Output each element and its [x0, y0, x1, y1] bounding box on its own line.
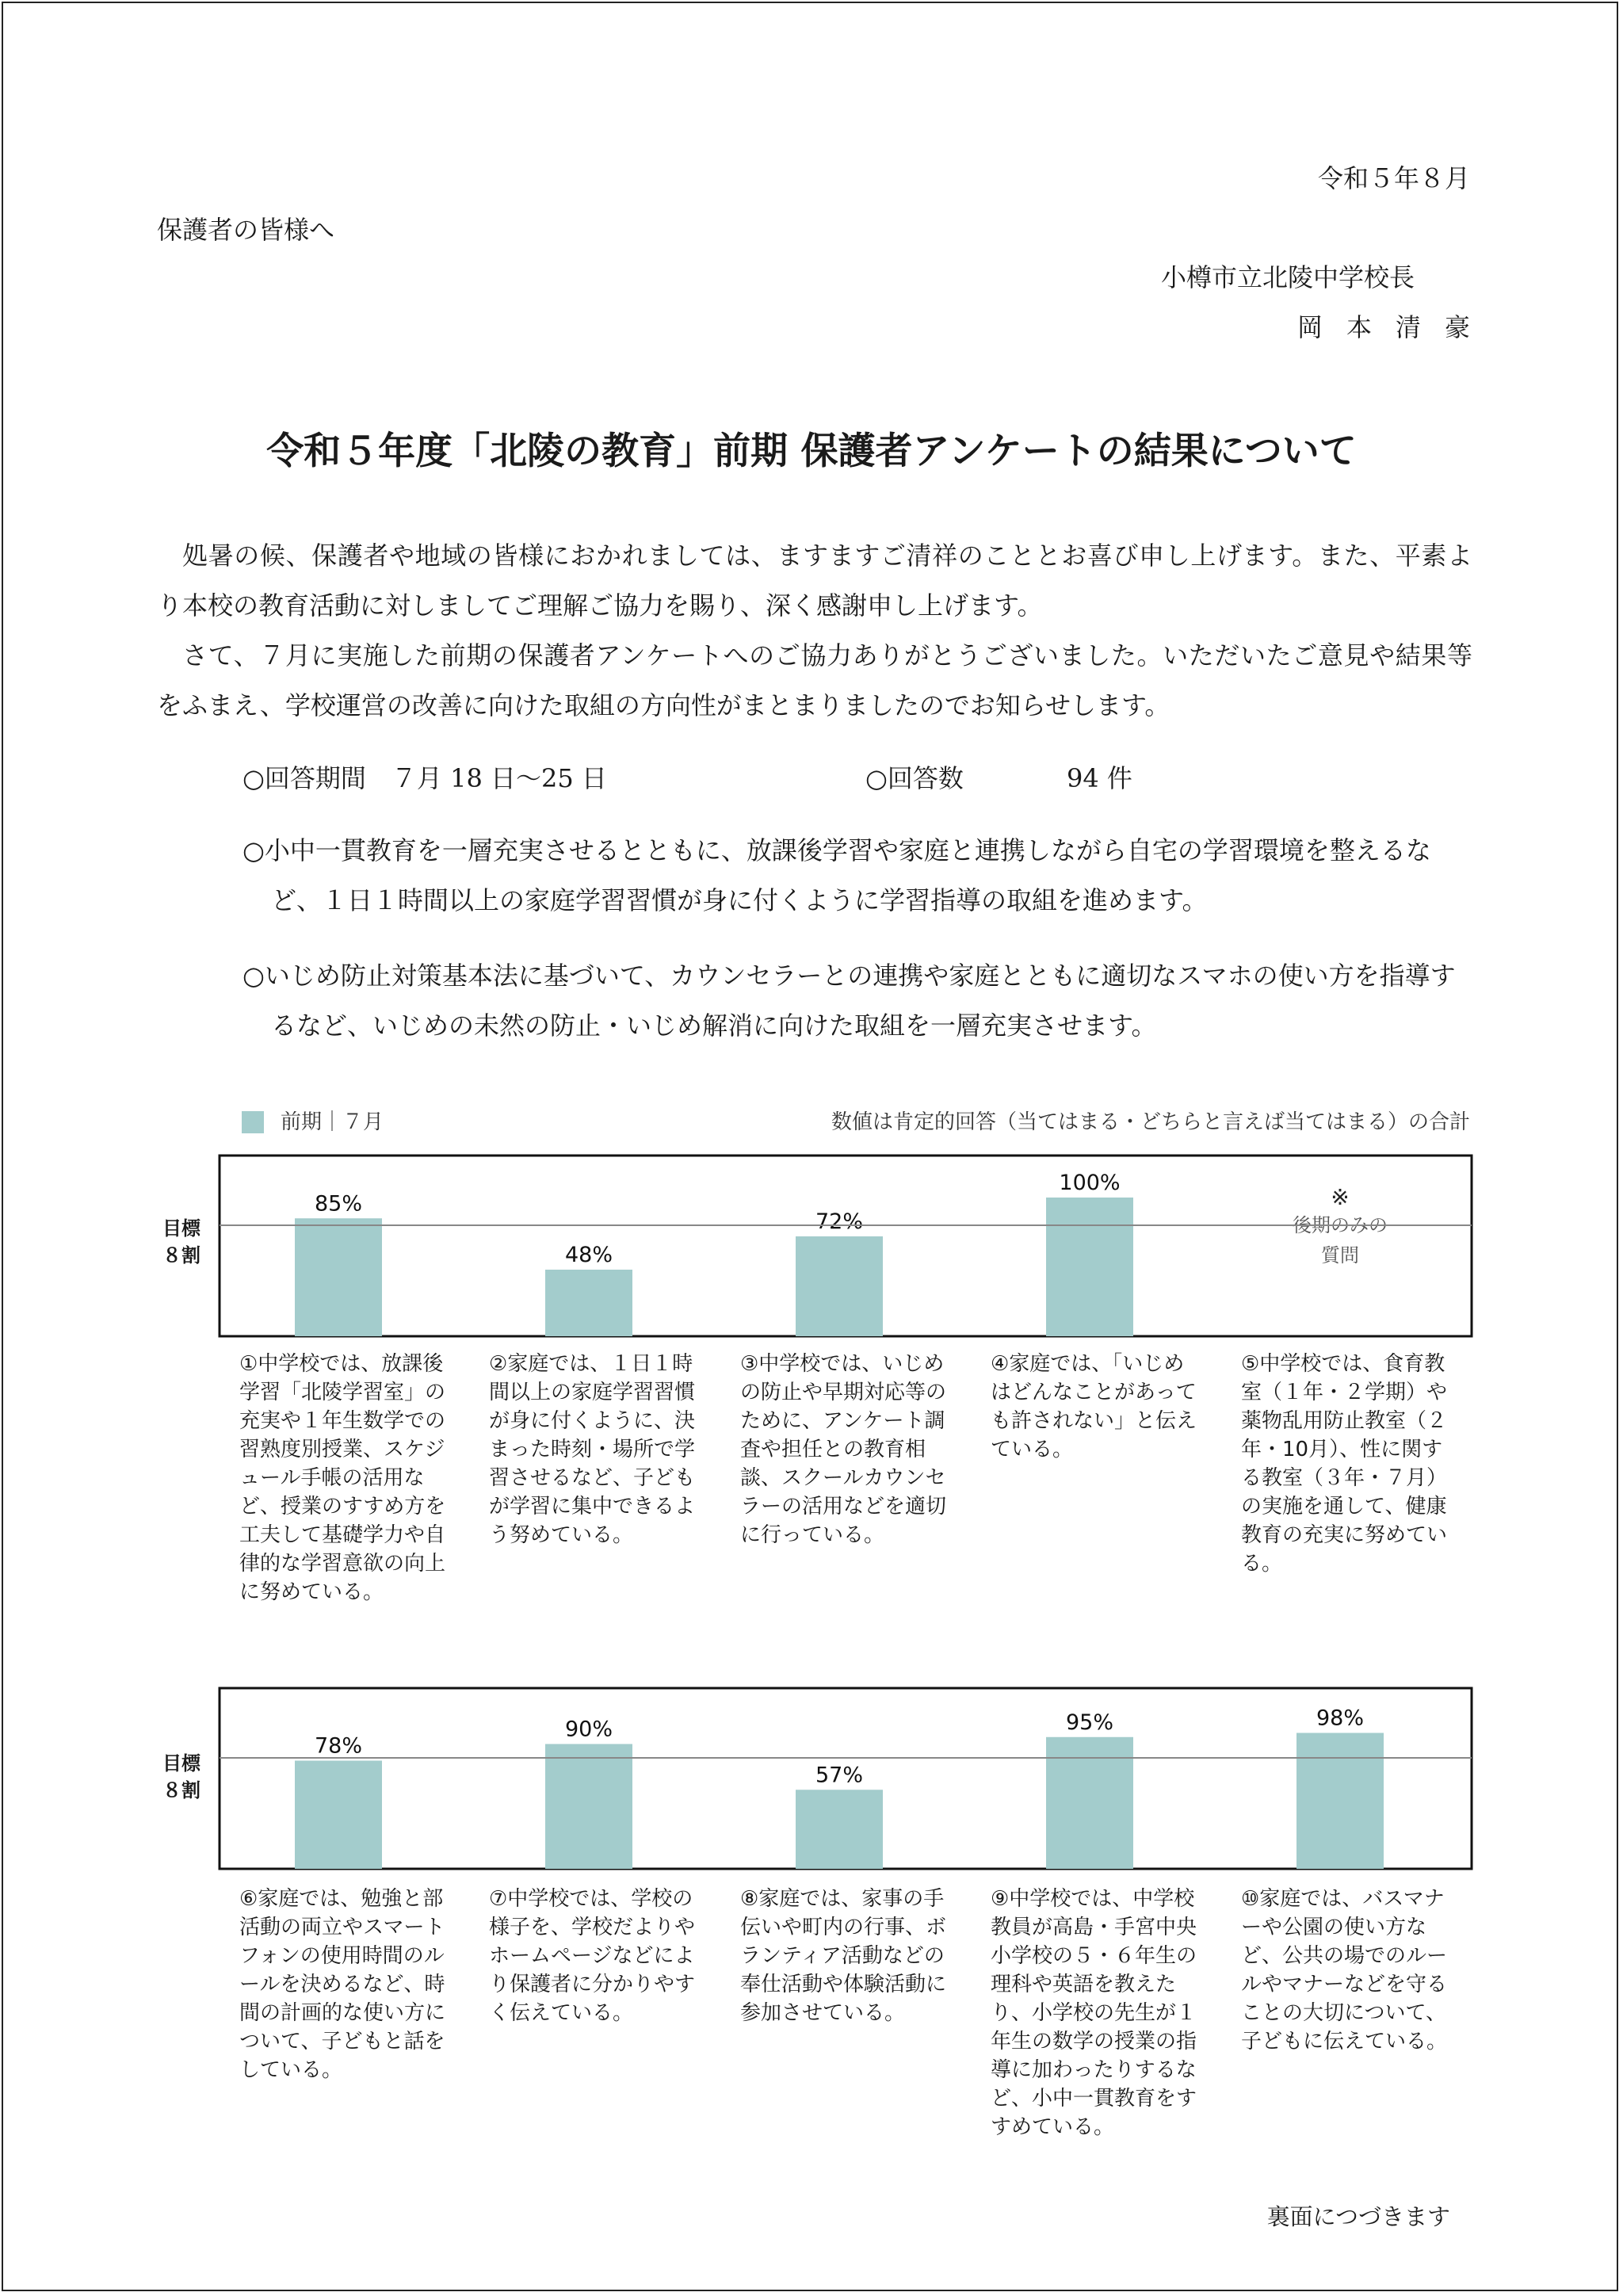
question-text: ③中学校では、いじめの防止や早期対応等のために、アンケート調査や担任との教育相談、スクールカウンセラーの活用などを適切に行っている。 [740, 1352, 947, 1547]
question-text: ⑥家庭では、勉強と部活動の両立やスマートフォンの使用時間のルールを決めるなど、時間の計画的な使い方について、子どもと話をしている。 [239, 1887, 446, 2082]
response-count-label: ○回答数 [865, 763, 964, 793]
chart-upper-svg [220, 1156, 1472, 1336]
question-text: ⑨中学校では、中学校教員が高島・手宮中央小学校の５・６年生の理科や英語を教えたり、小学校の先生が１年生の数学の授業の指導に加わったりするなど、小中一貫教育をすすめている。 [991, 1887, 1197, 2139]
note-mark: ※ [1331, 1184, 1350, 1210]
question-text: ⑩家庭では、バスマナーや公園の使い方など、公共の場でのルールやマナーなどを守ることの大切について、子どもに伝えている。 [1241, 1887, 1448, 2053]
chart-upper [220, 1156, 1472, 1336]
chart-lower [220, 1688, 1472, 1869]
bar-value-label: 48% [564, 1243, 613, 1267]
legend-swatch [242, 1111, 264, 1133]
question-text: ⑧家庭では、家事の手伝いや町内の行事、ボランティア活動などの奉仕活動や体験活動に参加させている。 [740, 1887, 947, 2025]
question-text: ⑦中学校では、学校の様子を、学校だよりやホームページなどにより保護者に分かりやすく伝えている。 [489, 1887, 696, 2025]
chart-lower-svg [220, 1688, 1472, 1869]
principal-name: 岡本清豪 [1296, 312, 1494, 342]
chart-bar [545, 1270, 632, 1336]
addressee: 保護者の皆様へ [157, 215, 335, 245]
chart-note: 数値は肯定的回答（当てはまる・どちらと言えば当てはまる）の合計 [831, 1110, 1470, 1134]
continued-note: 裏面につづきます [1266, 2203, 1450, 2230]
question-text: ④家庭では、「いじめはどんなことがあっても許されない」と伝えている。 [991, 1352, 1197, 1461]
bar-value-label: 90% [564, 1717, 613, 1742]
chart-bar [295, 1761, 382, 1870]
target-label: 目標 ８割 [162, 1217, 200, 1266]
chart-bar [1046, 1198, 1133, 1336]
legend-label: 前期｜７月 [281, 1110, 384, 1134]
bar-value-label: 57% [815, 1763, 864, 1788]
bar-value-label: 100% [1059, 1171, 1121, 1195]
bar-value-label: 98% [1316, 1706, 1365, 1731]
bar-value-label: 95% [1065, 1710, 1114, 1735]
question-text: ②家庭では、１日１時間以上の家庭学習習慣が身に付くように、決まった時刻・場所で学習させるなど、子どもが学習に集中できるよう努めている。 [489, 1352, 696, 1547]
school-name: 小樽市立北陵中学校長 [1160, 262, 1415, 292]
chart-bar [796, 1790, 883, 1869]
note-text: 後期のみの [1293, 1214, 1388, 1236]
bar-value-label: 85% [314, 1191, 363, 1217]
chart-bar [545, 1744, 632, 1870]
chart-bar [295, 1218, 382, 1336]
policy-bullet-learning: ○小中一貫教育を一層充実させるとともに、放課後学習や家庭と連携しながら自宅の学習環境を整えるなど、１日１時間以上の家庭学習習慣が身に付くように学習指導の取組を進めます。 [242, 835, 1431, 915]
intro-paragraph: 処暑の候、保護者や地域の皆様におかれましては、ますますご清祥のこととお喜び申し上げます。また、平素より本校の教育活動に対しましてご理解ご協力を賜り、深く感謝申し上げます。 [157, 541, 1472, 621]
page-title: 令和５年度「北陵の教育」前期 保護者アンケートの結果について [266, 430, 1357, 473]
policy-bullet-bullying: ○いじめ防止対策基本法に基づいて、カウンセラーとの連携や家庭とともに適切なスマホの使い方を指導するなど、いじめの未然の防止・いじめ解消に向けた取組を一層充実させます。 [242, 961, 1456, 1041]
chart-bar [796, 1236, 883, 1336]
response-period: ○回答期間 ７月 18 日～25 日 [242, 763, 607, 793]
target-label: 目標 ８割 [162, 1752, 200, 1801]
note-text: 質問 [1321, 1244, 1359, 1266]
chart-bar [1296, 1733, 1384, 1870]
chart-bar [1046, 1737, 1133, 1869]
question-text: ⑤中学校では、食育教室（１年・２学期）や薬物乱用防止教室（２年・10月）、性に関する教室（３年・７月）の実施を通して、健康教育の充実に努めている。 [1241, 1352, 1448, 1576]
question-text: ①中学校では、放課後学習「北陵学習室」の充実や１年生数学での習熟度別授業、スケジュール手帳の活用など、授業のすすめ方を工夫して基礎学力や自律的な学習意欲の向上に努めている。 [239, 1352, 446, 1604]
bar-value-label: 78% [314, 1733, 363, 1759]
bar-value-label: 72% [815, 1209, 864, 1234]
result-paragraph: さて、７月に実施した前期の保護者アンケートへのご協力ありがとうございました。いただいたご意見や結果等をふまえ、学校運営の改善に向けた取組の方向性がまとまりましたのでお知らせします。 [157, 640, 1472, 720]
issue-date: 令和５年８月 [1317, 163, 1470, 193]
response-count-value: 94 件 [1067, 763, 1132, 793]
